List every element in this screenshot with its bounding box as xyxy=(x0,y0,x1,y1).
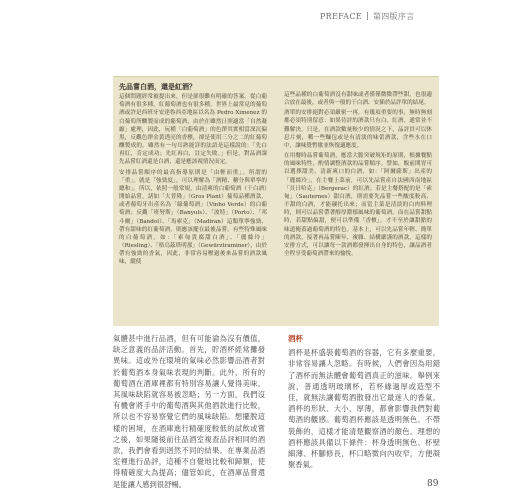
body-paragraph: 氣體甚中進行品酒，但有可能淪為沒有價值，缺乏意義的品評活動。首先，貯酒杯經常攤發異味。這或外在環境的氣味必然影響品酒者對於葡萄酒本身氣味表現的判斷。此外，所有的葡萄酒在酒庫裡都有特別容易讓人覺得美味，其風味缺陷就容易被忽略；另一方面，我們沒有機會將手中的葡萄酒與其他酒款進行比較，所以也不容易察覺它們的風味缺陷。想擺脫這樣的困境，在酒庫進行精確度較低的試飲或嘗之後，如果隨後前往品酒室複查品評相同的酒款，我們會看到迥然不同的結果。在專業品酒室裡進行品評，這種不自覺地比較和歸類，使得精確度大為提高；儘管如此，在酒庫品嘗還是能讓人感到很舒暢。 xyxy=(113,334,265,489)
sidebar-box xyxy=(113,76,439,326)
section-heading: 酒杯 xyxy=(288,334,303,343)
sidebar-left-column xyxy=(119,83,267,266)
sidebar-paragraph: 安排品嘗順序的最高指導原則是「由輕而重」。所謂的「重」，就是「強勁度」，可以理解為「酒精、糖分與單寧的總和」。所以，依照一般常規，由清爽的白葡萄酒（干白酒）開始品嘗，諸如「大普隆」（Gros Plant）葡萄品種酒款，或者葡萄牙出產名為「綠葡萄酒」（Vinho Verde）的白葡萄酒；反觀「班努斯」（Banyuls）、「波特」（Porto）、「邦斗爾」（Bandol）、「馬索克」（Madiran）這類單寧強勁、帶有甜味的紅葡萄酒，則應該擺在最後品嘗。有些特殊風味的白葡萄酒，如：「索甸貴腐甜白酒」、「麗絲玲」（Riesling）、「格烏茲塔明那」（Gewürztraminer），由於帶有強勁的香氣，因此，非常容易壓過後來品嘗的酒款風味，縱使 xyxy=(119,169,267,266)
running-header xyxy=(320,11,414,22)
sidebar-title: 先品嘗白酒，還是紅酒？ xyxy=(119,83,196,91)
header-chapter: 第四版序言 xyxy=(372,12,415,21)
sidebar-paragraph: 在用餐時品嘗葡萄酒，應當大膽突破規矩的原則，根據餐點的風味特性，酌情調整酒款的品嘗順序。譬如，飯前開胃可以選擇甜美、清新爽口的白酒，如：「阿爾薩斯」出產的「麗絲玲」，在主餐上菜前，可以先品嘗產自法國西南地區「貝日哈克」（Bergerac）的紅酒；若是主餐搭配的是「索甸」（Sauternes）甜白酒，則需要先品嘗一些酸度較高、不甜的白酒，才能襯托出來；而當主菜是清淡的白肉料理時，則可以品嘗帶著醇厚濃郁風味的葡萄酒。而在品嘗甜點時，若甜點偏甜，便可以準備「香檳」，才不至於讓甜點的味道掩蓋過葡萄酒的特色。基本上，可以先品嘗年輕、簡單的酒款，接著再品嘗陳年、複雜、結構嚴謹的酒款，這樣的安排方式，可以讓每一款酒都發揮出自身的特色，讓品酒者全程享受葡萄酒帶來的愉悅。 xyxy=(284,153,432,257)
sidebar-right-column xyxy=(284,91,432,258)
page-number: 89 xyxy=(427,479,439,489)
body-right-column xyxy=(288,333,440,470)
header-divider xyxy=(367,12,368,20)
sidebar-paragraph: 這些品種的白葡萄酒沒有甜味或者僅僅微微帶些甜，也很適合放在最後，或者與一般的干白酒、安插於品評單的結尾。 xyxy=(284,92,432,107)
body-paragraph: 酒杯是杯盛裝葡萄酒的容器，它有多麼重要，非常容易讓人忽略。有時候，人們會因為用錯了酒杯而無法體會葡萄酒真正的滋味。舉例來說，普通透明玻璃杯，若杯緣過厚或造型不佳，就無法讓葡萄酒散發出它最迷人的香氣。酒杯的形狀、大小、厚薄，都會影響我們對葡萄酒的觀感。葡萄酒杯應該是透明無色、不帶裝飾的，這樣才能清楚觀察酒的顏色。理想的酒杯應該具備以下條件：杯身透明無色、杯壁細薄、杯腳修長，杯口略微向內收窄，方便凝聚香氣。 xyxy=(288,348,440,470)
sidebar-paragraph: 酒單的安排絕對必須嚴密一再，有幾項重要的事，無時無刻都必須特別留意：如果待評的酒款只有白、紅酒，通常並不難解決。只是，在酒款數量較少的情況之下，品評員可以休息片刻，嚼一些麵包或是有清淡的味蕾酒款，含些水在口中，讓味覺暫歇並恢復適應度。 xyxy=(284,110,432,149)
body-left-column xyxy=(113,333,265,490)
sidebar-paragraph: 這個問題經常被提出來，但是卻很難有明確的答案。從白葡萄酒有很多種，紅葡萄酒也有很多種，世界上最常見的葡萄酒或許是西班牙安達魯西亞地區以名為 Pedro Ximenez 的白葡萄所釀製而成的葡萄酒，由於在雖然日照適當「自然凝縮」處理，因此，玩種「白葡萄酒」的色澤其實相當深沉偏黑，反觀色澤金黃透亮的香檳，卻是使用三分之二的紅葡萄釀製成的。雖然有一句耳熟能詳的法語是這樣說的：「先白再紅，肯定成功；先紅再白，註定失敗。」但是，對品酒課先品嘗紅酒還是白酒，還是應該視情況而定。 xyxy=(119,94,267,166)
header-section: PREFACE xyxy=(320,12,362,21)
